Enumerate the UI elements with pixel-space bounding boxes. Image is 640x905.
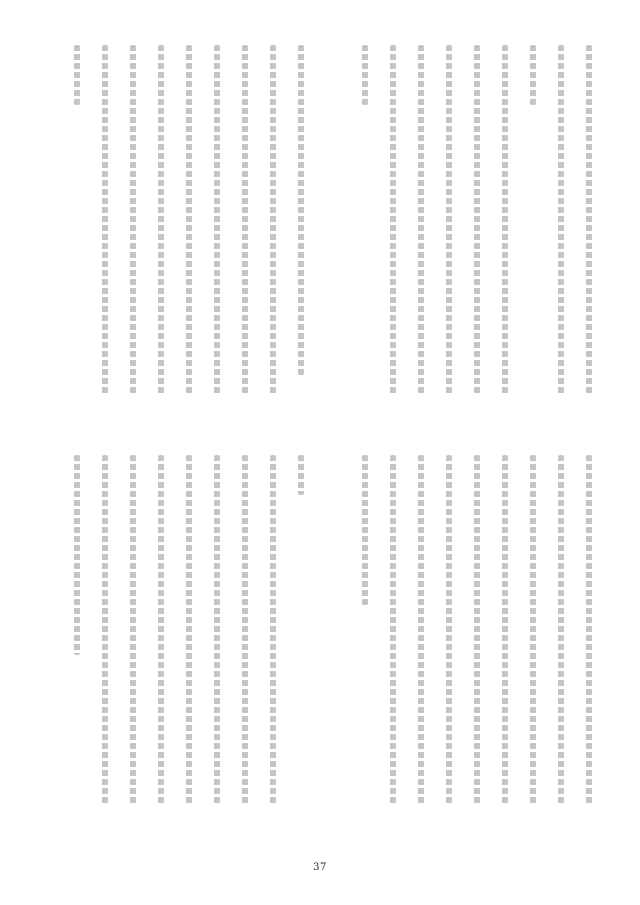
text-column-placeholder	[362, 455, 368, 605]
text-column-placeholder	[74, 455, 80, 655]
text-column-placeholder	[298, 45, 304, 375]
text-column-placeholder	[474, 45, 480, 395]
bottom-right-text-block	[336, 455, 592, 850]
text-column-placeholder	[390, 45, 396, 395]
text-column-placeholder	[558, 45, 564, 395]
text-column-placeholder	[214, 455, 220, 805]
text-column-placeholder	[530, 45, 536, 105]
top-text-tier	[48, 45, 592, 440]
text-column-placeholder	[446, 45, 452, 395]
text-column-placeholder	[474, 455, 480, 805]
page-number: 37	[313, 862, 327, 873]
text-column-placeholder	[298, 455, 304, 495]
text-column-placeholder	[586, 455, 592, 805]
text-column-placeholder	[186, 455, 192, 805]
bottom-text-tier	[48, 455, 592, 850]
text-column-placeholder	[586, 45, 592, 395]
top-left-text-block	[48, 45, 304, 440]
text-column-placeholder	[158, 455, 164, 805]
text-column-placeholder	[558, 455, 564, 805]
text-column-placeholder	[214, 45, 220, 395]
text-column-placeholder	[446, 455, 452, 805]
text-column-placeholder	[418, 455, 424, 805]
text-column-placeholder	[502, 45, 508, 395]
text-column-placeholder	[102, 45, 108, 395]
top-right-text-block	[336, 45, 592, 440]
text-column-placeholder	[390, 455, 396, 805]
text-column-placeholder	[270, 455, 276, 805]
text-column-placeholder	[158, 45, 164, 395]
text-column-placeholder	[186, 45, 192, 395]
bottom-left-text-block	[48, 455, 304, 850]
text-column-placeholder	[130, 455, 136, 805]
text-column-placeholder	[102, 455, 108, 805]
text-column-placeholder	[242, 455, 248, 805]
text-column-placeholder	[530, 455, 536, 805]
text-column-placeholder	[502, 455, 508, 805]
text-column-placeholder	[362, 45, 368, 105]
text-column-placeholder	[242, 45, 248, 395]
text-column-placeholder	[130, 45, 136, 395]
text-column-placeholder	[418, 45, 424, 395]
text-column-placeholder	[74, 45, 80, 105]
text-column-placeholder	[270, 45, 276, 395]
